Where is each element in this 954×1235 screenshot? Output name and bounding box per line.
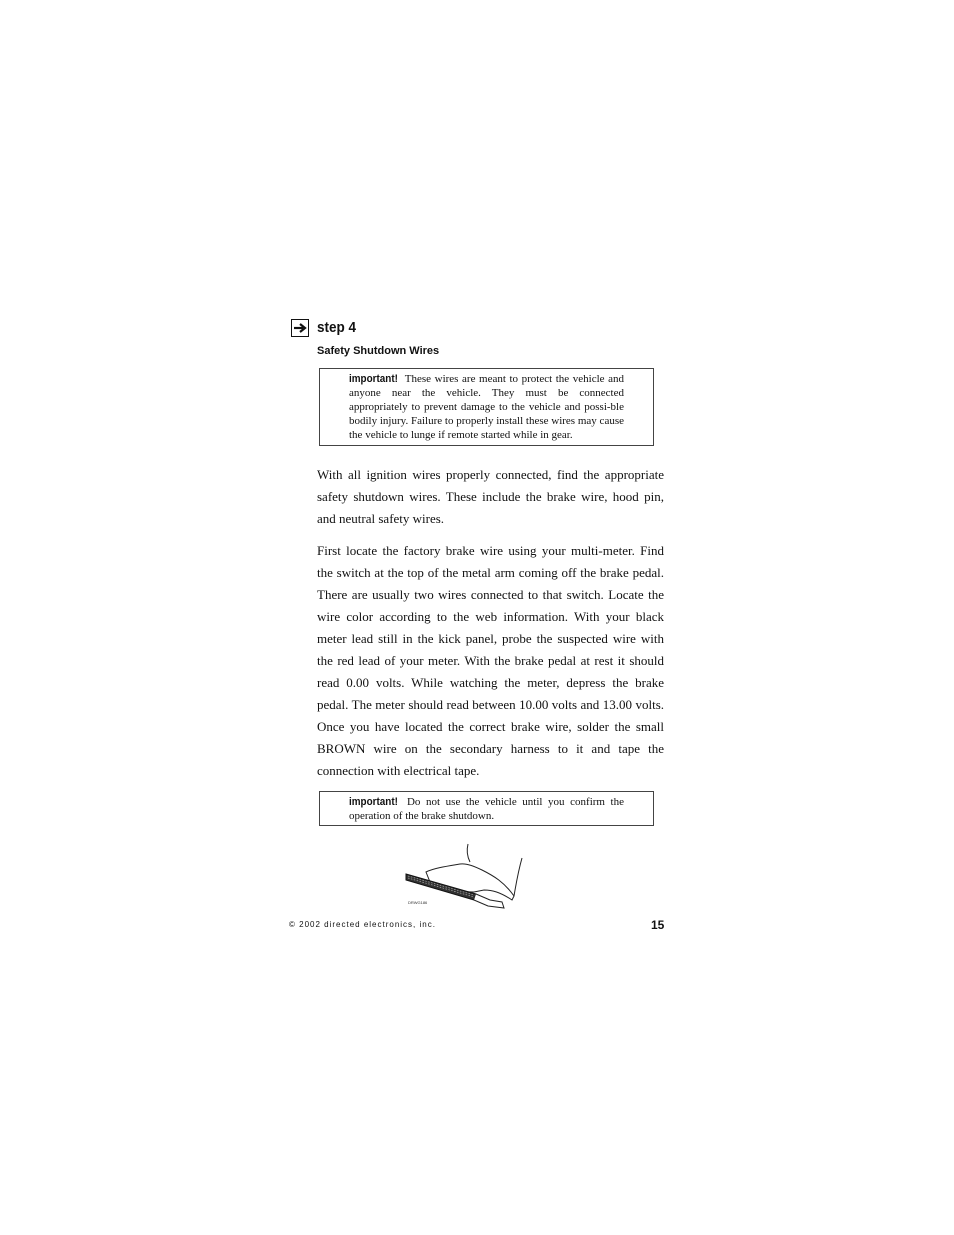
brake-pedal-illustration <box>404 842 526 910</box>
important-note-1 <box>319 368 654 446</box>
step-title: step 4 <box>317 319 357 336</box>
copyright: © 2002 directed electronics, inc. <box>289 920 436 929</box>
important-text: These wires are meant to protect the vehicle and anyone near the vehicle. They must be connected appropriately to prevent damage to the vehicle and possi-ble bodily injury. Failure to properly install these wires may cause the vehicle to lunge if remote started while in gear. <box>349 373 624 441</box>
important-note-2 <box>319 791 654 826</box>
paragraph-1: With all ignition wires properly connected, find the appropriate safety shutdown wires. These include the brake wire, hood pin, and neutral safety wires. <box>317 467 664 526</box>
paragraph-2: First locate the factory brake wire using your multi-meter. Find the switch at the top of the metal arm coming off the brake pedal. There are usually two wires connected to that switch. Locate the wire color according to the web information. With your black meter lead still in the kick panel, probe the suspected wire with the red lead of your meter. With the brake pedal at rest it should read 0.00 volts. While watching the meter, depress the brake pedal. The meter should read between 10.00 volts and 13.00 volts. Once you have located the correct brake wire, solder the small BROWN wire on the secondary harness to it and tape the connection with electrical tape. <box>317 543 664 778</box>
important-text: Do not use the vehicle until you confirm the operation of the brake shutdown. <box>349 796 624 822</box>
important-label: important! <box>349 796 398 808</box>
section-title: Safety Shutdown Wires <box>317 345 440 357</box>
figure-caption: DRWG186 <box>408 900 428 905</box>
page-number: 15 <box>651 918 665 932</box>
important-label: important! <box>349 373 398 385</box>
arrow-right-icon <box>291 319 309 337</box>
